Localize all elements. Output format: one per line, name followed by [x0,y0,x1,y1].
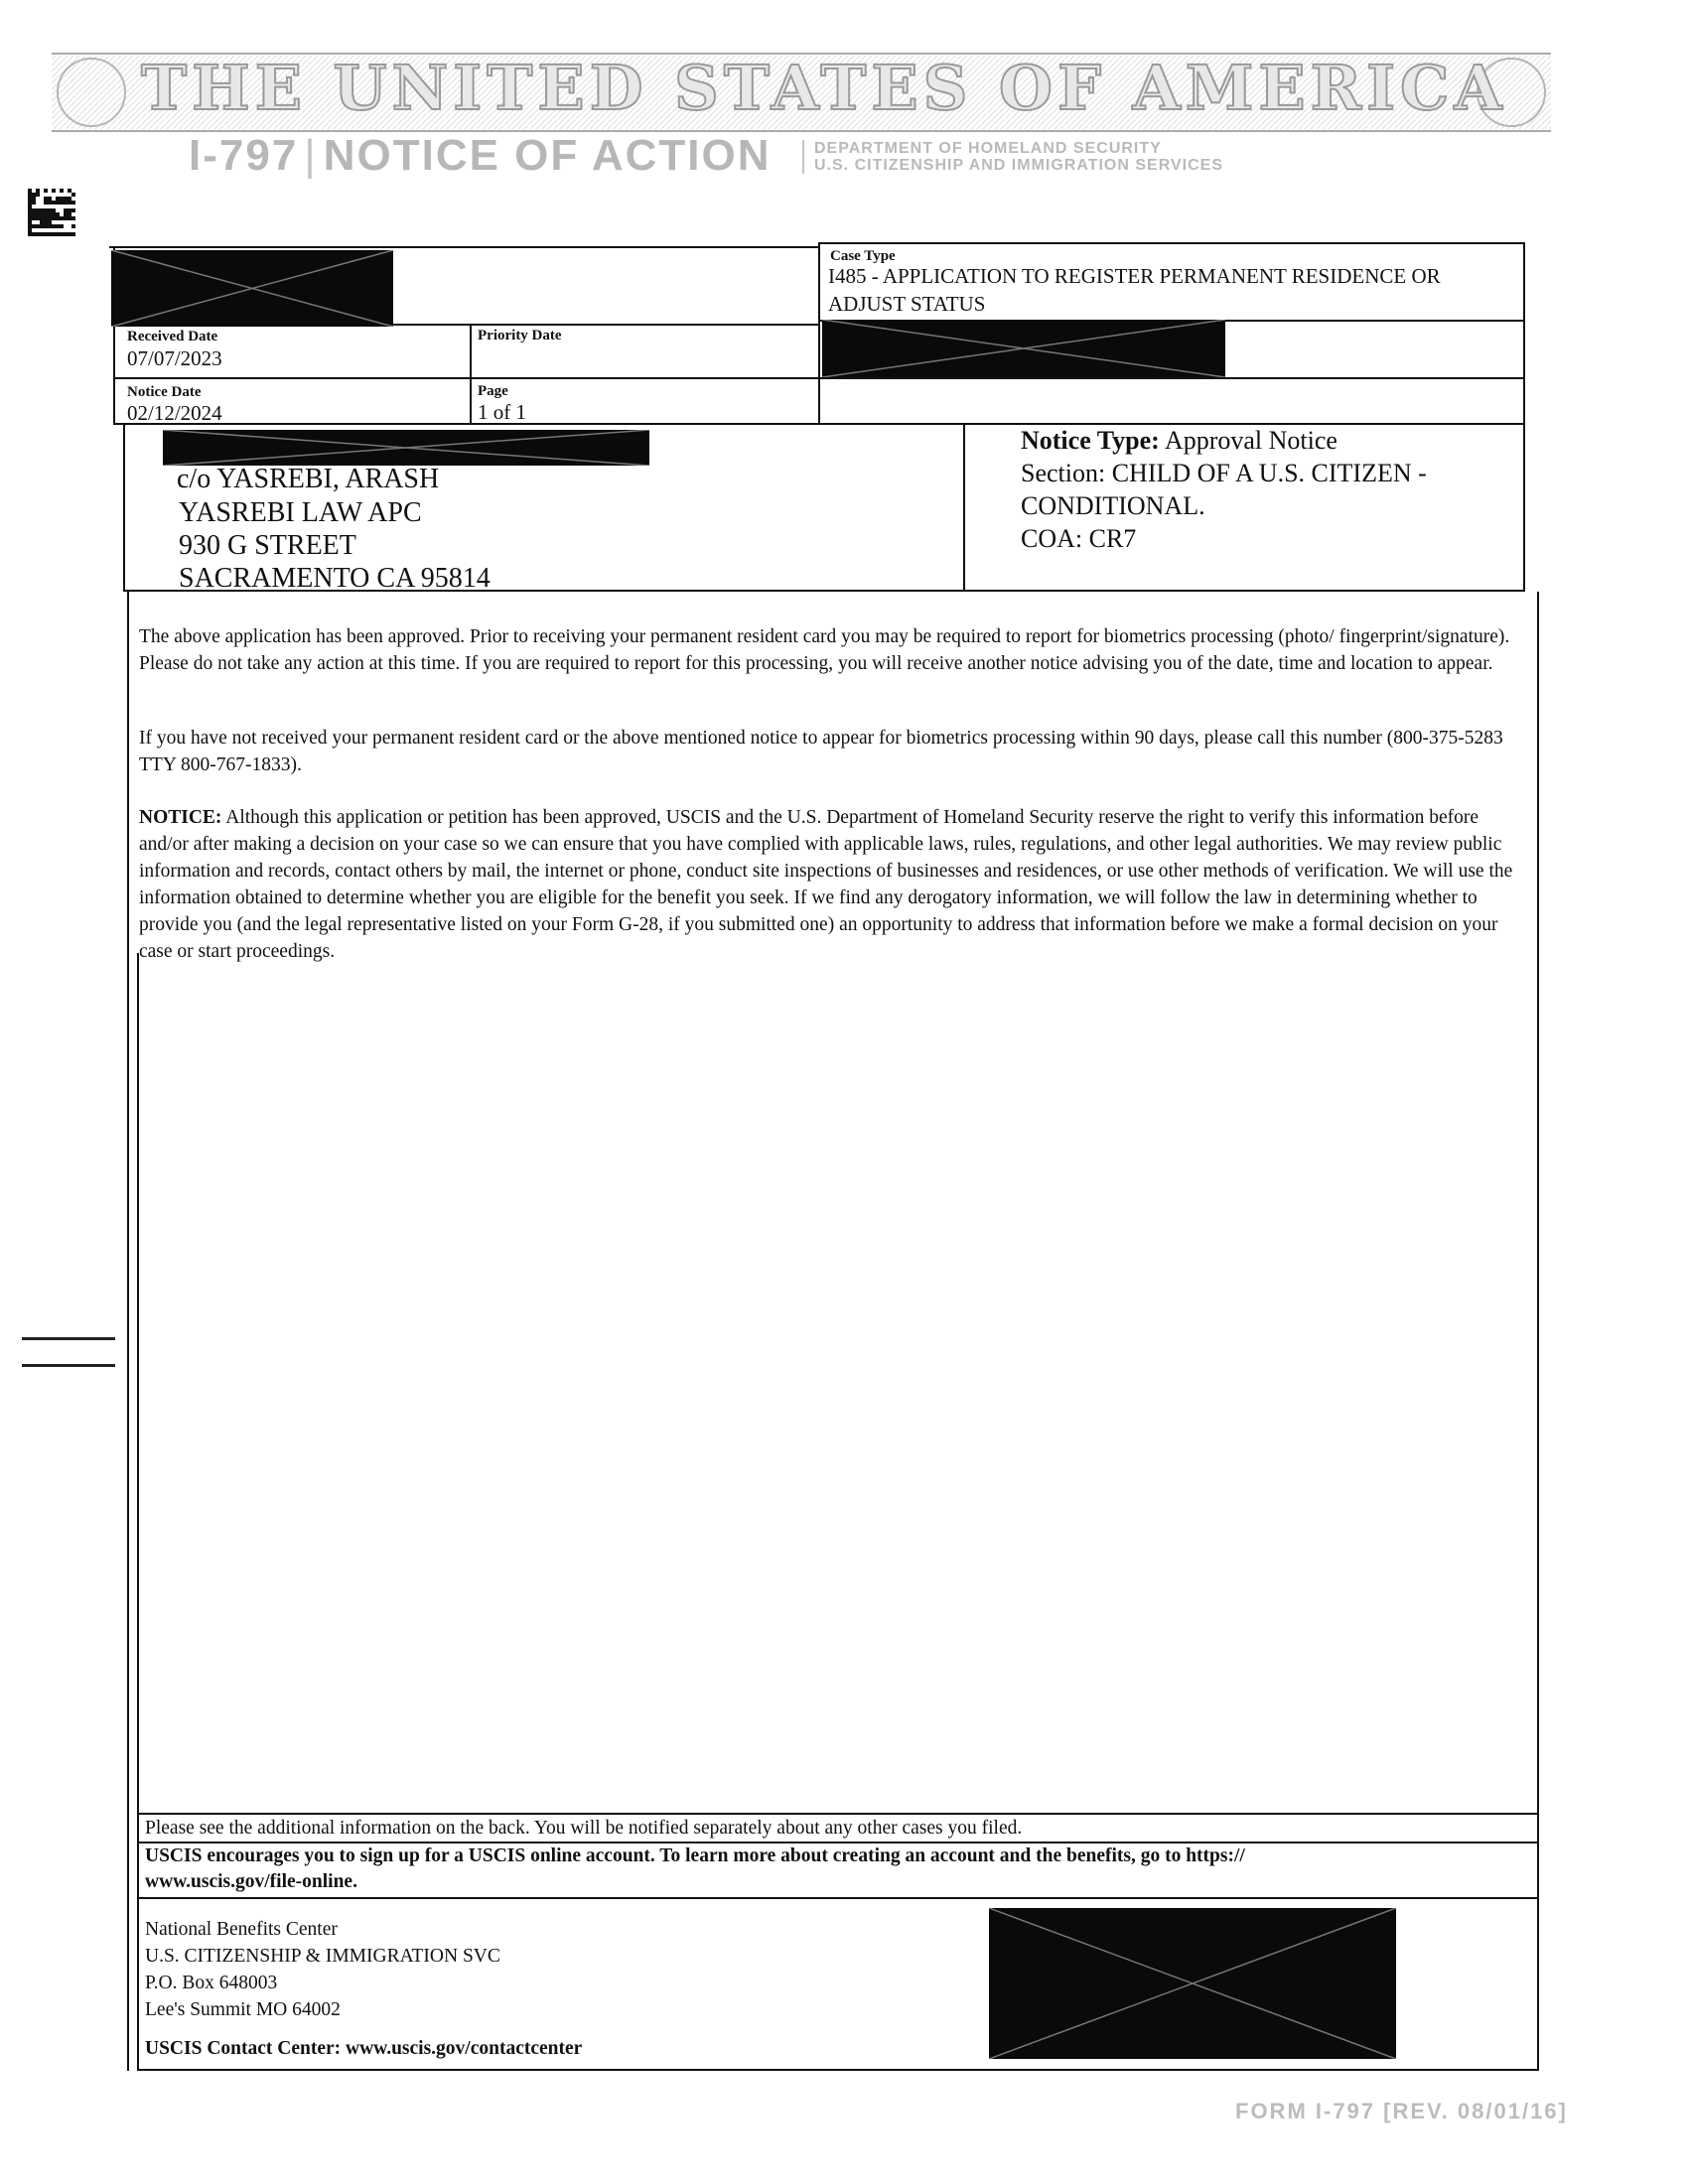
page-value: 1 of 1 [478,400,526,424]
received-date-value: 07/07/2023 [127,346,222,370]
redacted-applicant-name [163,430,649,466]
priority-date-label: Priority Date [478,328,562,343]
notice-type-label: Notice Type: [1021,426,1160,455]
margin-mark [22,1337,115,1340]
department-line-2: U.S. CITIZENSHIP AND IMMIGRATION SERVICES [814,157,1223,174]
notice-paragraph [139,804,1527,965]
redacted-receipt-number [111,250,393,327]
office-line-1: National Benefits Center [145,1919,338,1940]
office-line-3: P.O. Box 648003 [145,1973,278,1993]
notice-label: NOTICE: [139,807,222,828]
address-line-1: c/o YASREBI, ARASH [177,464,440,494]
form-name: NOTICE OF ACTION [323,131,772,180]
case-type-label: Case Type [830,248,896,264]
margin-mark [22,1364,115,1367]
card-not-received-paragraph: If you have not received your permanent resident card or the above mentioned notice to appear for biometrics processing within 90 days, please call this number (800-375-5283 TTY 800-767-1833). [139,728,1503,775]
redacted-alien-number [822,320,1225,377]
case-type-value-line1: I485 - APPLICATION TO REGISTER PERMANENT RESIDENCE OR [828,264,1441,288]
online-account-line-1: USCIS encourages you to sign up for a USCIS online account. To learn more about creating an account and the benefits, go to https:// [145,1845,1245,1866]
office-line-4: Lee's Summit MO 64002 [145,1999,341,2020]
coa-code: COA: CR7 [1021,524,1137,553]
banner-title: THE UNITED STATES OF AMERICA [141,52,1507,124]
page-label: Page [478,383,508,399]
redacted-barcode [989,1908,1396,2059]
additional-info-line: Please see the additional information on the back. You will be notified separately about any other cases you filed. [145,1818,1023,1839]
datamatrix-code-icon [28,189,75,236]
office-line-2: U.S. CITIZENSHIP & IMMIGRATION SVC [145,1946,500,1967]
form-revision: FORM I-797 [REV. 08/01/16] [1235,2099,1568,2123]
department-line-1: DEPARTMENT OF HOMELAND SECURITY [814,140,1162,157]
department-heading [802,140,1223,174]
form-title: I-797 | NOTICE OF ACTION [189,131,772,180]
notice-type-value: Approval Notice [1164,426,1337,455]
address-line-4: SACRAMENTO CA 95814 [179,563,491,594]
section-line-2: CONDITIONAL. [1021,491,1205,520]
contact-center-line: USCIS Contact Center: www.uscis.gov/contactcenter [145,2038,583,2059]
notice-text: Although this application or petition has been approved, USCIS and the U.S. Department of Homeland Security reserve the right to verify this information before and/or after making a decision on your case so we can ensure that you have complied with applicable laws, rules, regulations, and other legal authorities. We may review public information and records, contact others by mail, the internet or phone, conduct site inspections of businesses and residences, or use other methods of verification. We will use the information obtained to determine whether you are eligible for the benefit you seek. If we find any derogatory information, we will follow the law in determining whether to provide you (and the legal representative listed on your Form G-28, if you submitted one) an opportunity to address that information before we make a formal decision on your case or start proceedings. [139,807,1513,962]
address-line-3: 930 G STREET [179,530,356,561]
case-type-value-line2: ADJUST STATUS [828,292,986,316]
notice-date-label: Notice Date [127,384,202,400]
notice-date-value: 02/12/2024 [127,401,222,425]
notice-type [1021,424,1337,457]
form-number: I-797 [189,131,299,180]
banner [52,48,1551,137]
online-account-line-2: www.uscis.gov/file-online. [145,1871,357,1892]
approval-paragraph: The above application has been approved. Prior to receiving your permanent resident card you may be required to report for biometrics processing (photo/ fingerprint/signature). Please do not take any action at this time. If you are required to report for this processing, you will receive another notice advising you of the date, time and location to appear. [139,626,1510,674]
section-line-1: Section: CHILD OF A U.S. CITIZEN - [1021,459,1427,487]
received-date-label: Received Date [127,329,218,344]
address-line-2: YASREBI LAW APC [179,497,422,528]
